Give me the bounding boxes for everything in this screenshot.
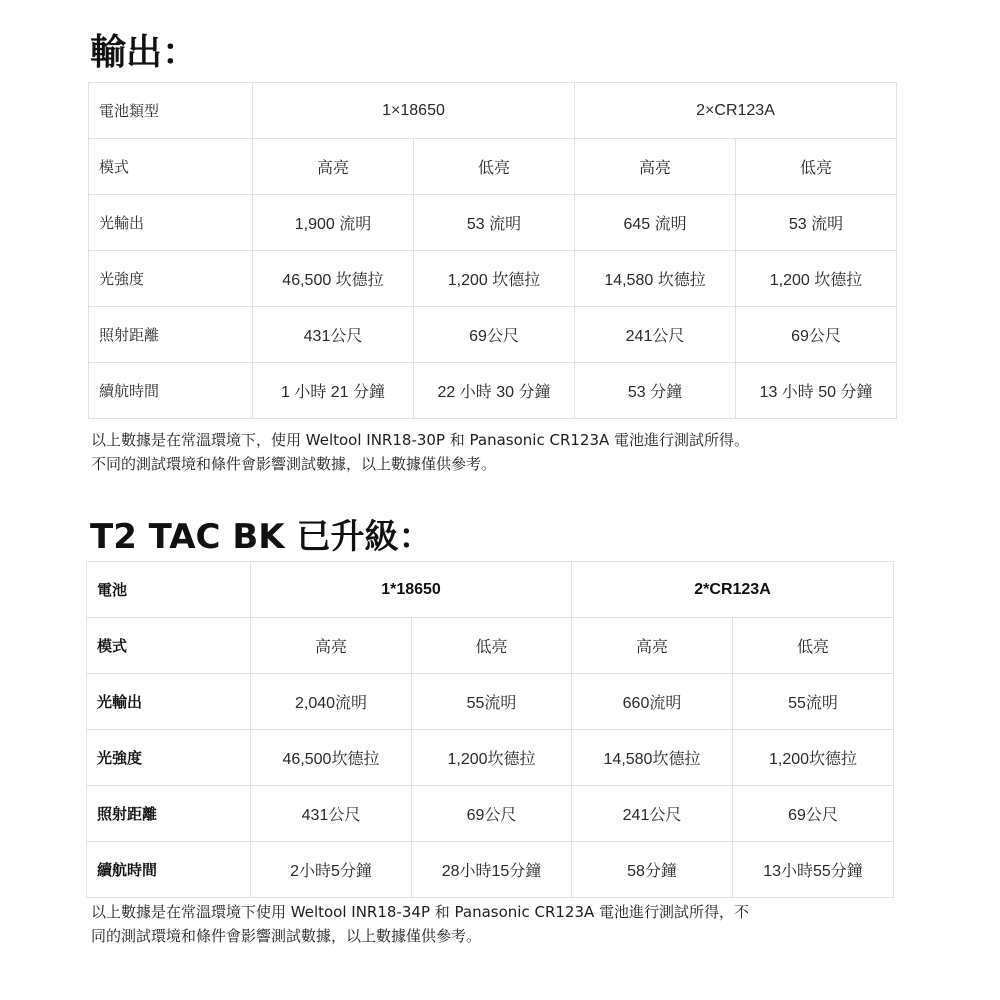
value-cell: 13 小時 50 分鐘 (736, 363, 897, 419)
mode-cell: 高亮 (572, 618, 733, 674)
value-cell: 53 流明 (736, 195, 897, 251)
test-conditions-note (91, 428, 891, 476)
value-cell: 69公尺 (736, 307, 897, 363)
table-row-battery-type (89, 83, 897, 139)
battery-header-18650: 1×18650 (253, 83, 575, 139)
table-row-distance (87, 786, 894, 842)
mode-cell: 高亮 (251, 618, 412, 674)
output-spec-table (88, 82, 897, 419)
row-label: 照射距離 (89, 307, 253, 363)
value-cell: 1,900 流明 (253, 195, 414, 251)
table-row-light-output (87, 674, 894, 730)
value-cell: 1 小時 21 分鐘 (253, 363, 414, 419)
mode-cell: 高亮 (253, 139, 414, 195)
table-row-mode (89, 139, 897, 195)
row-label: 模式 (89, 139, 253, 195)
table-row-runtime (87, 842, 894, 898)
value-cell: 660流明 (572, 674, 733, 730)
mode-cell: 低亮 (733, 618, 894, 674)
row-label: 光輸出 (87, 674, 251, 730)
note-line: 以上數據是在常溫環境下使用 Weltool INR18-34P 和 Panasonic CR123A 電池進行測試所得，不 (91, 903, 750, 921)
section-title-output: 輸出： (90, 32, 199, 73)
value-cell: 645 流明 (575, 195, 736, 251)
mode-cell: 高亮 (575, 139, 736, 195)
table-row-intensity (89, 251, 897, 307)
row-label: 光強度 (87, 730, 251, 786)
row-label: 光輸出 (89, 195, 253, 251)
value-cell: 55流明 (412, 674, 572, 730)
row-label: 續航時間 (87, 842, 251, 898)
value-cell: 1,200 坎德拉 (414, 251, 575, 307)
value-cell: 69公尺 (733, 786, 894, 842)
value-cell: 431公尺 (253, 307, 414, 363)
value-cell: 22 小時 30 分鐘 (414, 363, 575, 419)
row-label: 續航時間 (89, 363, 253, 419)
row-label: 電池 (87, 562, 251, 618)
value-cell: 2,040流明 (251, 674, 412, 730)
value-cell: 13小時55分鐘 (733, 842, 894, 898)
value-cell: 69公尺 (412, 786, 572, 842)
row-label: 模式 (87, 618, 251, 674)
battery-header-18650: 1*18650 (251, 562, 572, 618)
table-row-light-output (89, 195, 897, 251)
row-label: 光強度 (89, 251, 253, 307)
value-cell: 431公尺 (251, 786, 412, 842)
value-cell: 46,500坎德拉 (251, 730, 412, 786)
value-cell: 46,500 坎德拉 (253, 251, 414, 307)
row-label: 電池類型 (89, 83, 253, 139)
note-line: 同的測試環境和條件會影響測試數據，以上數據僅供參考。 (91, 927, 482, 945)
upgraded-spec-table (86, 561, 894, 898)
test-conditions-note (91, 900, 851, 948)
value-cell: 241公尺 (572, 786, 733, 842)
value-cell: 69公尺 (414, 307, 575, 363)
mode-cell: 低亮 (414, 139, 575, 195)
value-cell: 58分鐘 (572, 842, 733, 898)
value-cell: 1,200 坎德拉 (736, 251, 897, 307)
value-cell: 241公尺 (575, 307, 736, 363)
note-line: 以上數據是在常溫環境下，使用 Weltool INR18-30P 和 Panasonic CR123A 電池進行測試所得。 (91, 431, 750, 449)
table-row-intensity (87, 730, 894, 786)
table-row-distance (89, 307, 897, 363)
value-cell: 55流明 (733, 674, 894, 730)
note-line: 不同的測試環境和條件會影響測試數據，以上數據僅供參考。 (91, 455, 497, 473)
section-title-upgraded: T2 TAC BK 已升級： (90, 517, 433, 557)
battery-header-cr123a: 2×CR123A (575, 83, 897, 139)
row-label: 照射距離 (87, 786, 251, 842)
value-cell: 14,580坎德拉 (572, 730, 733, 786)
value-cell: 2小時5分鐘 (251, 842, 412, 898)
mode-cell: 低亮 (736, 139, 897, 195)
value-cell: 53 分鐘 (575, 363, 736, 419)
value-cell: 53 流明 (414, 195, 575, 251)
battery-header-cr123a: 2*CR123A (572, 562, 894, 618)
value-cell: 1,200坎德拉 (412, 730, 572, 786)
value-cell: 28小時15分鐘 (412, 842, 572, 898)
value-cell: 14,580 坎德拉 (575, 251, 736, 307)
table-row-battery (87, 562, 894, 618)
table-row-runtime (89, 363, 897, 419)
mode-cell: 低亮 (412, 618, 572, 674)
value-cell: 1,200坎德拉 (733, 730, 894, 786)
table-row-mode (87, 618, 894, 674)
